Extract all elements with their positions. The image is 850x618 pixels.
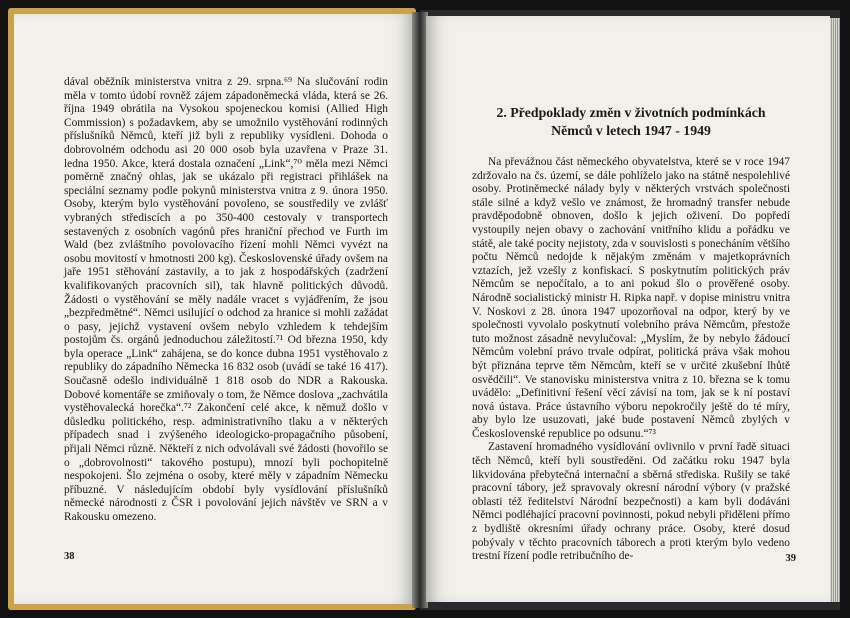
heading-line-2: Němců v letech 1947 - 1949 bbox=[551, 123, 711, 138]
left-page bbox=[14, 14, 414, 604]
right-page bbox=[426, 16, 830, 602]
page-number-left: 38 bbox=[64, 551, 75, 562]
right-paragraph: Na převážnou část německého obyvatelstva, které se v roce 1947 zdržovalo na čs. území, se dále pohlíželo jako na státně nespolehlivé osoby. Protiněmecké nálady byly v některých vrstvách společnosti stále silné a když vešlo ve známost, že hromadný transfer nebude pravděpodobně obnoven, došlo k jejich oživení. Do popředí vystoupily nejen obavy o zachování vnitřního klidu a pořádku ve státě, ale také pocity nejistoty, zda v souvislosti s ponecháním většího počtu Němců nedojde k nějakým změnám v majetkoprávních vztazích, jež vzešly z konfiskací. S poskytnutím politických práv Němcům se nepočítalo, a to ani pokud šlo o prověřené osoby. Národně socialistický ministr H. Ripka např. v dopise ministru vnitra V. Noskovi z 28. února 1947 upozorňoval na odpor, který by ve společnosti vyvolalo poskytnutí volebního práva Němcům, přestože tuto možnost zásadně nevylučoval: „Myslím, že by nebylo žádoucí Němcům volební právo trvale odpírat, politická práva však mohou být přiznána teprve těm Němcům, kteří se v určité zkušební lhůtě osvědčili“. Ve stanovisku ministerstva vnitra z 10. března se k tomu uvádělo: „Definitivní řešení věcí závisí na tom, jak se k ní postaví nová ústava. Práce ústavního výboru nepokročily ještě do té míry, aby bylo lze usuzovati, jaké bude postavení Němců zbylých v Československé republice po odsunu.“⁷³ bbox=[472, 156, 790, 440]
right-paragraph: Zastavení hromadného vysídlování ovlivnilo v první řadě situaci těch Němců, kteří byli soustředěni. Od začátku roku 1947 byla likvidována přebytečná internační a sběrná střediska. Rušily se také pracovní tábory, jež spravovaly okresní národní výbory (v pražské oblasti též ředitelství Národní bezpečnosti) a kam byli dodáváni Němci podléhající pracovní povinnosti, pokud nebyli přiděleni přímo z bydliště okresními úřady ochrany práce. Osoby, které dosud pobývaly v těchto pracovních táborech a proti kterým bylo vedeno trestní řízení podle retribučního de- bbox=[472, 441, 790, 563]
left-page-text bbox=[64, 76, 388, 525]
right-page-text bbox=[472, 156, 790, 564]
heading-line-1: 2. Předpoklady změn v životních podmínkách bbox=[496, 105, 766, 120]
page-number-right: 39 bbox=[785, 553, 796, 564]
chapter-heading bbox=[472, 104, 790, 140]
left-paragraph: dával oběžník ministerstva vnitra z 29. srpna.⁶⁹ Na slučování rodin měla v tomto údobí rovněž zájem západoněmecká vláda, která se 26. října 1949 obrátila na Vysokou spojeneckou komisi (Allied High Commission) s požadavkem, aby se umožnilo vystěhování rodinných příslušníků Němců, kteří již byli z republiky vysídleni. Dohoda o dobrovolném odchodu asi 20 000 osob byla uzavřena v Praze 31. ledna 1950. Akce, která dostala označení „Link“,⁷⁰ měla mezi Němci poměrně značný ohlas, jak se ukázalo při registraci přihlášek na speciální seznamy podle pokynů ministerstva vnitra z 9. února 1950. Osoby, kterým bylo vystěhování povoleno, se soustředily ve zvlášť vybraných střediscích a po 350-400 cestovaly v transportech sestavených z osobních vagónů přes hraniční přechod ve Furth im Wald (bez zvláštního povolovacího řízení mohli Němci vyvézt na osobu movitostí v hmotnosti 200 kg). Československé úřady ovšem na jaře 1951 stěhování zastavily, a to jak z hospodářských (zadržení kvalifikovaných pracovních sil), tak hlavně politických důvodů. Žádosti o vystěhování se měly nadále vracet s vyjádřením, že jsou „bezpředmětné“. Němci usilující o odchod za hranice si mohli zažádat o pasy, jejichž vystavení ovšem nebylo vzhledem k tehdejším postojům čs. orgánů jednoduchou záležitostí.⁷¹ Od března 1950, kdy byla operace „Link“ zahájena, se do konce dubna 1951 vystěhovalo z republiky do západního Německa 16 832 osob (uvádí se také 16 417). Současně odešlo individuálně 1 818 osob do NDR a Rakouska. Dobové komentáře se zmiňovaly o tom, že Němce doslova „zachvátila vystěhovalecká horečka“.⁷² Zakončení celé akce, k němuž došlo v důsledku politického, resp. administrativního tlaku a v některých případech snad i zvýšeného ideologicko-propagačního působení, přijali Němci různě. Někteří z nich odvolávali své žádosti (hovořilo se o „dobrovolnosti“ takového postupu), mnozí byli pochopitelně nespokojeni. Šlo zejména o osoby, které měly v západním Německu příbuzné. V následujícím období byly vysídlování příslušníků německé národnosti z ČSR i povolování jejich návštěv ve SRN a v Rakousku omezeno. bbox=[64, 76, 388, 523]
page-edges bbox=[830, 18, 840, 602]
